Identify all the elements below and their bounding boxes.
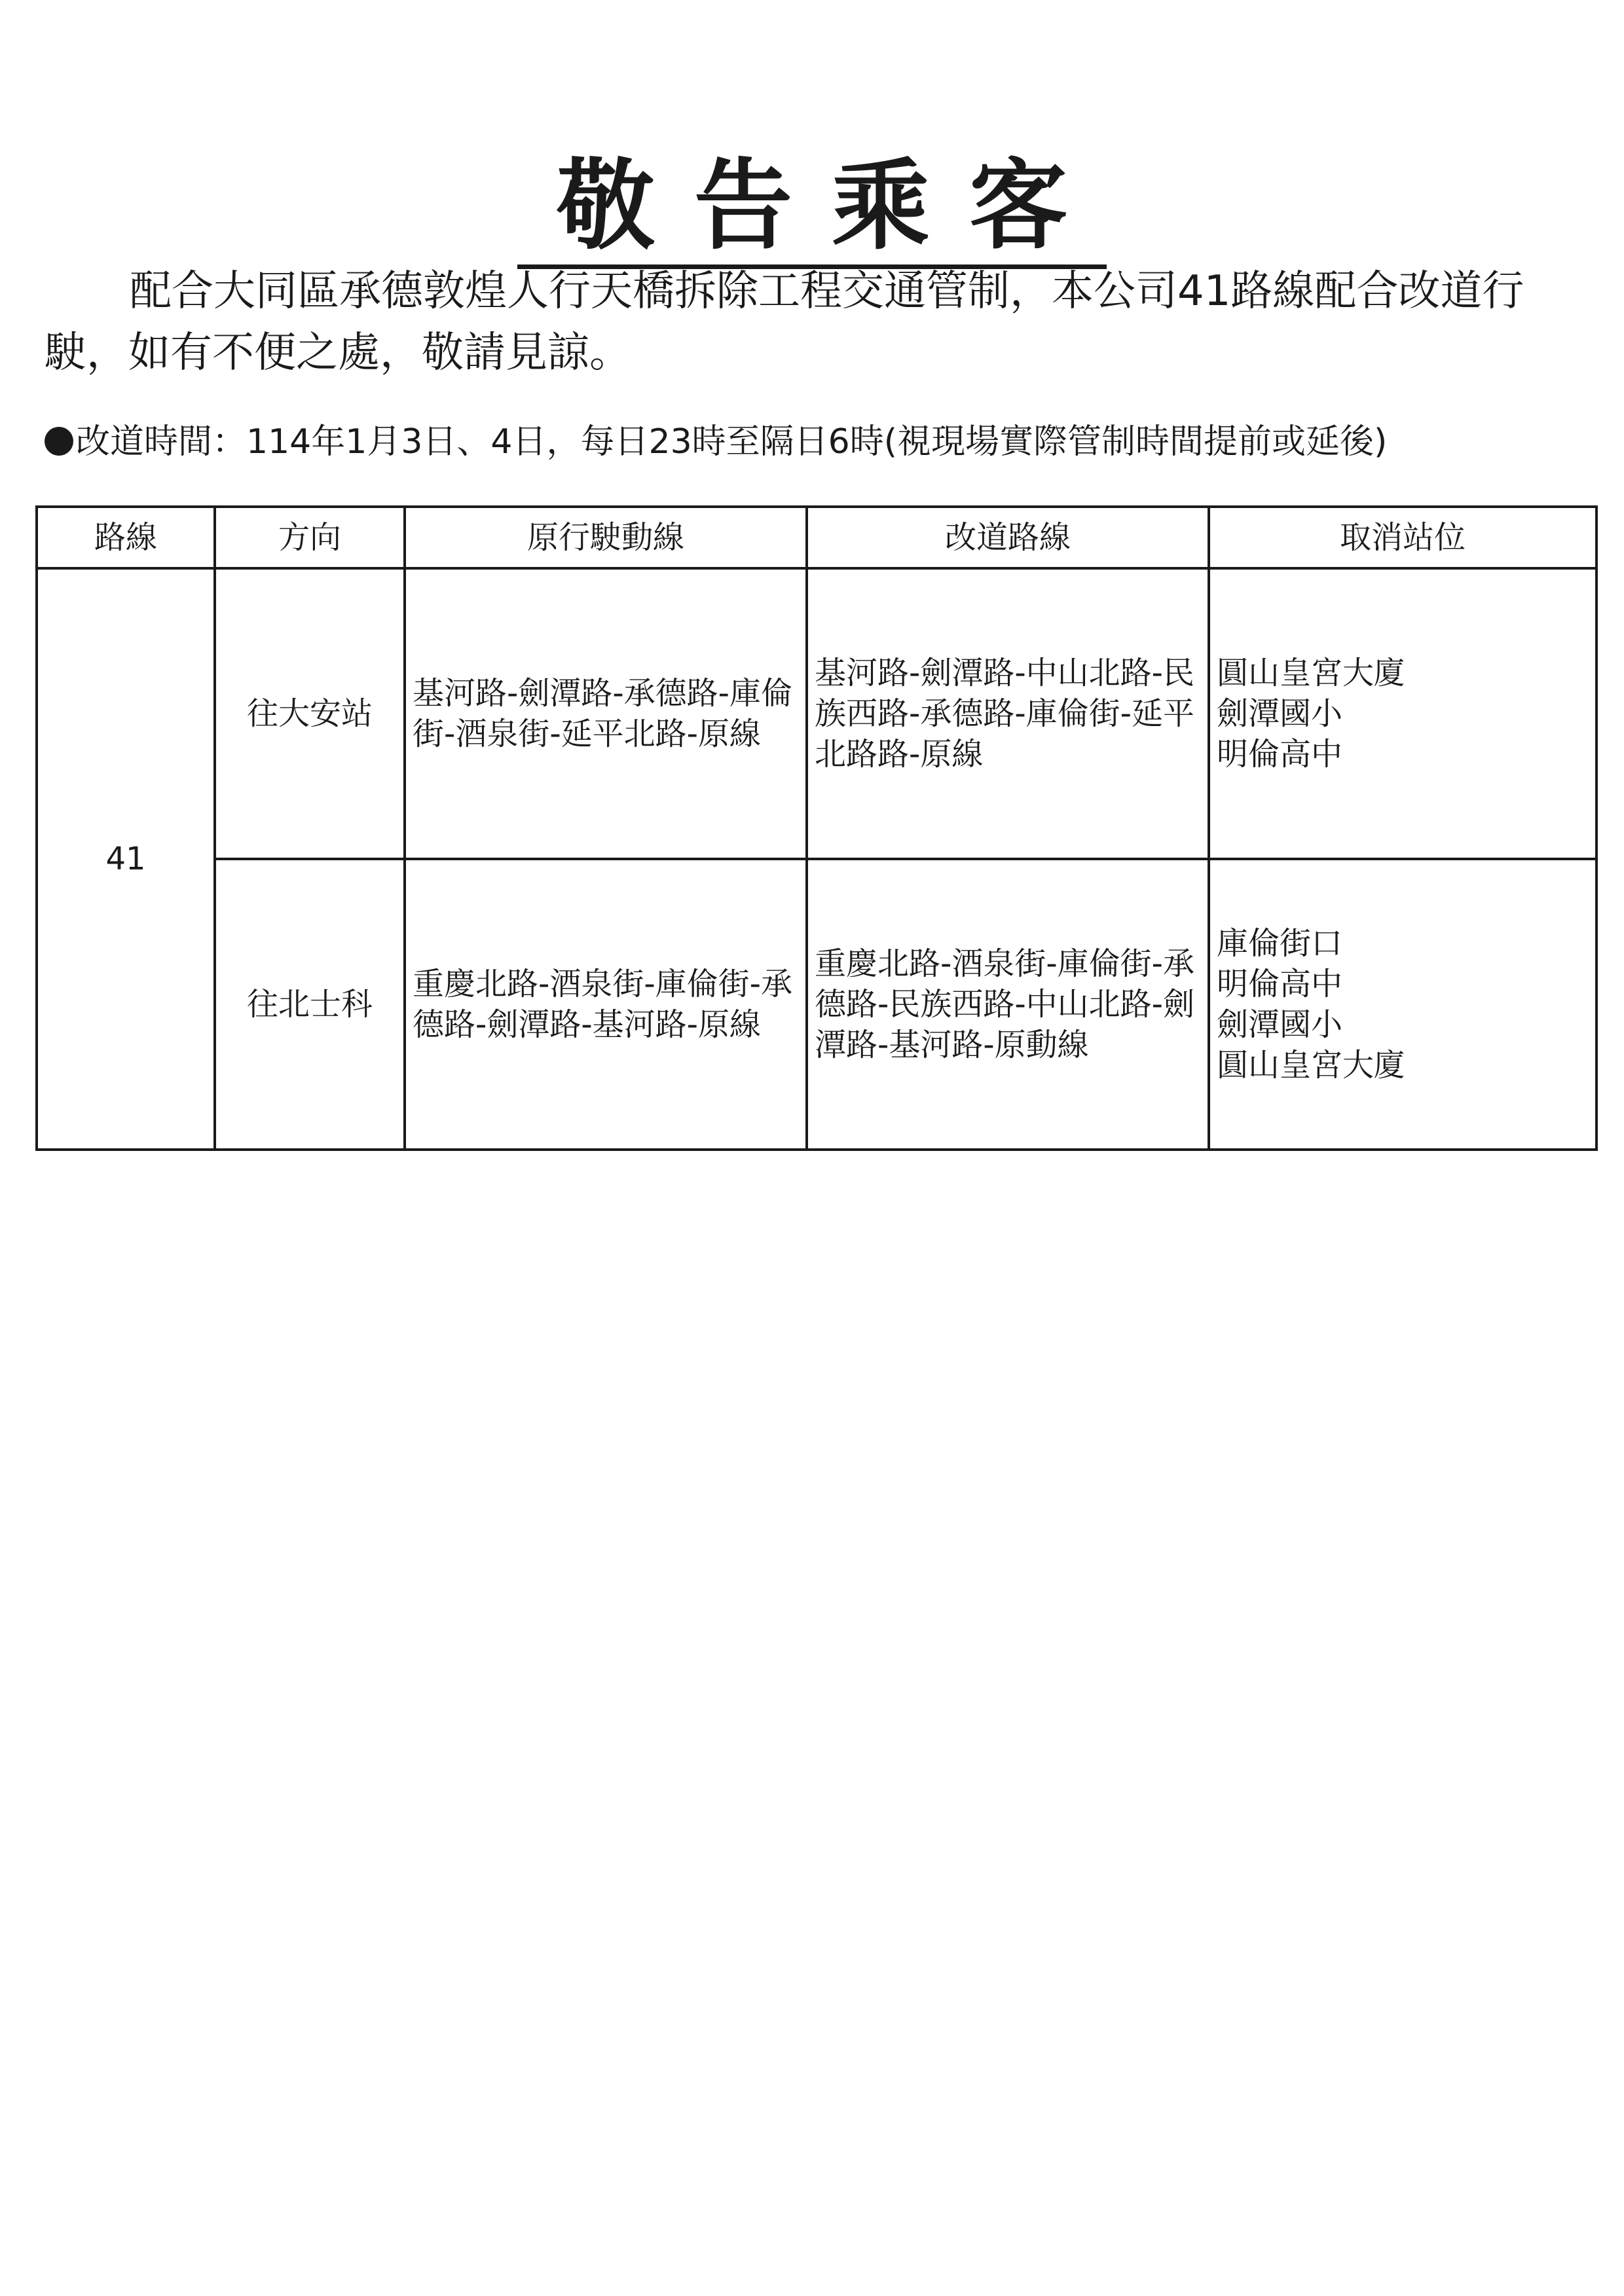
- notice-paragraph: 配合大同區承德敦煌人行天橋拆除工程交通管制，本公司41路線配合改道行駛，如有不便之處，敬請見諒。: [45, 267, 1524, 377]
- detour-route-cell: 基河路-劍潭路-中山北路-民族西路-承德路-庫倫街-延平北路路-原線: [807, 568, 1209, 859]
- direction-cell: 往大安站: [215, 568, 405, 859]
- direction-cell: 往北士科: [215, 859, 405, 1150]
- bullet-icon: [45, 427, 73, 456]
- table-row: [37, 568, 1596, 859]
- header-direction: 方向: [215, 507, 405, 568]
- original-route-cell: 基河路-劍潭路-承德路-庫倫街-酒泉街-延平北路-原線: [405, 568, 807, 859]
- cancelled-stops-cell: [1209, 859, 1596, 1150]
- header-original-route: 原行駛動線: [405, 507, 807, 568]
- cancelled-stop: 圓山皇宮大廈: [1217, 655, 1406, 691]
- detour-route-cell: 重慶北路-酒泉街-庫倫街-承德路-民族西路-中山北路-劍潭路-基河路-原動線: [807, 859, 1209, 1150]
- cancelled-stop: 明倫高中: [1217, 966, 1343, 1002]
- detour-table: [35, 505, 1598, 1151]
- page-title: 敬告乘客: [0, 157, 1624, 269]
- header-detour-route: 改道路線: [807, 507, 1209, 568]
- original-route-cell: 重慶北路-酒泉街-庫倫街-承德路-劍潭路-基河路-原線: [405, 859, 807, 1150]
- schedule-line: [45, 419, 1387, 465]
- table-header-row: [37, 507, 1596, 568]
- cancelled-stops-cell: [1209, 568, 1596, 859]
- header-route: 路線: [37, 507, 215, 568]
- header-cancelled-stops: 取消站位: [1209, 507, 1596, 568]
- cancelled-stop: 明倫高中: [1217, 736, 1343, 773]
- table-row: [37, 859, 1596, 1150]
- cancelled-stop: 圓山皇宮大廈: [1217, 1047, 1406, 1084]
- route-number: 41: [37, 568, 215, 1150]
- schedule-text: 改道時間：114年1月3日、4日，每日23時至隔日6時(視現場實際管制時間提前或延後): [76, 422, 1388, 462]
- cancelled-stop: 劍潭國小: [1217, 1006, 1343, 1043]
- cancelled-stop: 庫倫街口: [1217, 925, 1343, 962]
- cancelled-stop: 劍潭國小: [1217, 695, 1343, 732]
